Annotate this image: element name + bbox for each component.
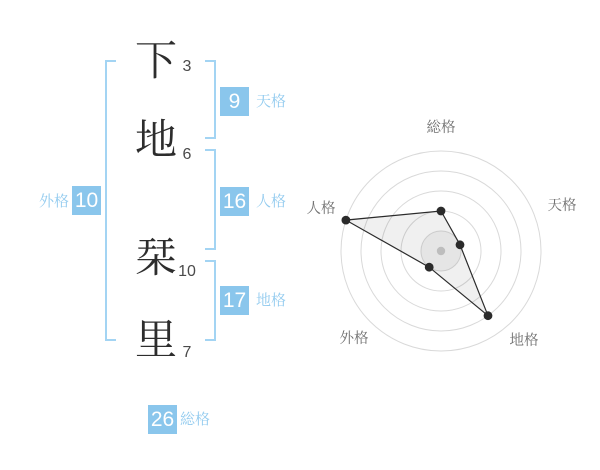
- soukaku-badge: 26: [148, 405, 177, 434]
- radar-svg: [291, 101, 591, 401]
- radar-chart: [291, 101, 591, 401]
- radar-center-dot: [437, 247, 445, 255]
- stroke-count: 10: [178, 262, 196, 280]
- radar-vertex-dot: [484, 311, 493, 320]
- jinkaku-bracket: [205, 149, 216, 250]
- chikaku-bracket: [205, 260, 216, 341]
- stroke-count: 3: [182, 58, 192, 75]
- name-character: 里: [134, 316, 177, 363]
- radar-vertex-dot: [425, 263, 434, 272]
- stroke-count: 6: [182, 146, 192, 163]
- gaikaku-badge: 10: [72, 186, 101, 215]
- radar-axis-label: 外格: [339, 331, 369, 347]
- tenkaku-badge: 9: [220, 87, 249, 116]
- gaikaku-bracket: [105, 60, 116, 341]
- tenkaku-label: 天格: [256, 93, 287, 110]
- soukaku-label: 総格: [180, 411, 211, 428]
- radar-axis-label: 人格: [306, 201, 336, 217]
- name-character: 地: [134, 116, 177, 163]
- gaikaku-label: 外格: [38, 193, 69, 210]
- radar-axis-label: 天格: [547, 198, 577, 214]
- jinkaku-badge: 16: [220, 187, 249, 216]
- radar-vertex-dot: [437, 207, 446, 216]
- chikaku-badge: 17: [220, 286, 249, 315]
- radar-vertex-dot: [342, 216, 351, 225]
- jinkaku-label: 人格: [256, 193, 287, 210]
- stroke-count: 7: [182, 344, 192, 361]
- tenkaku-bracket: [205, 60, 216, 139]
- radar-vertex-dot: [456, 240, 465, 249]
- name-character: 下: [134, 36, 177, 84]
- radar-polygon: [346, 211, 488, 316]
- radar-axis-label: 総格: [426, 120, 456, 136]
- chikaku-label: 地格: [256, 292, 287, 309]
- radar-axis-label: 地格: [509, 333, 539, 349]
- name-character: 栞: [134, 233, 177, 281]
